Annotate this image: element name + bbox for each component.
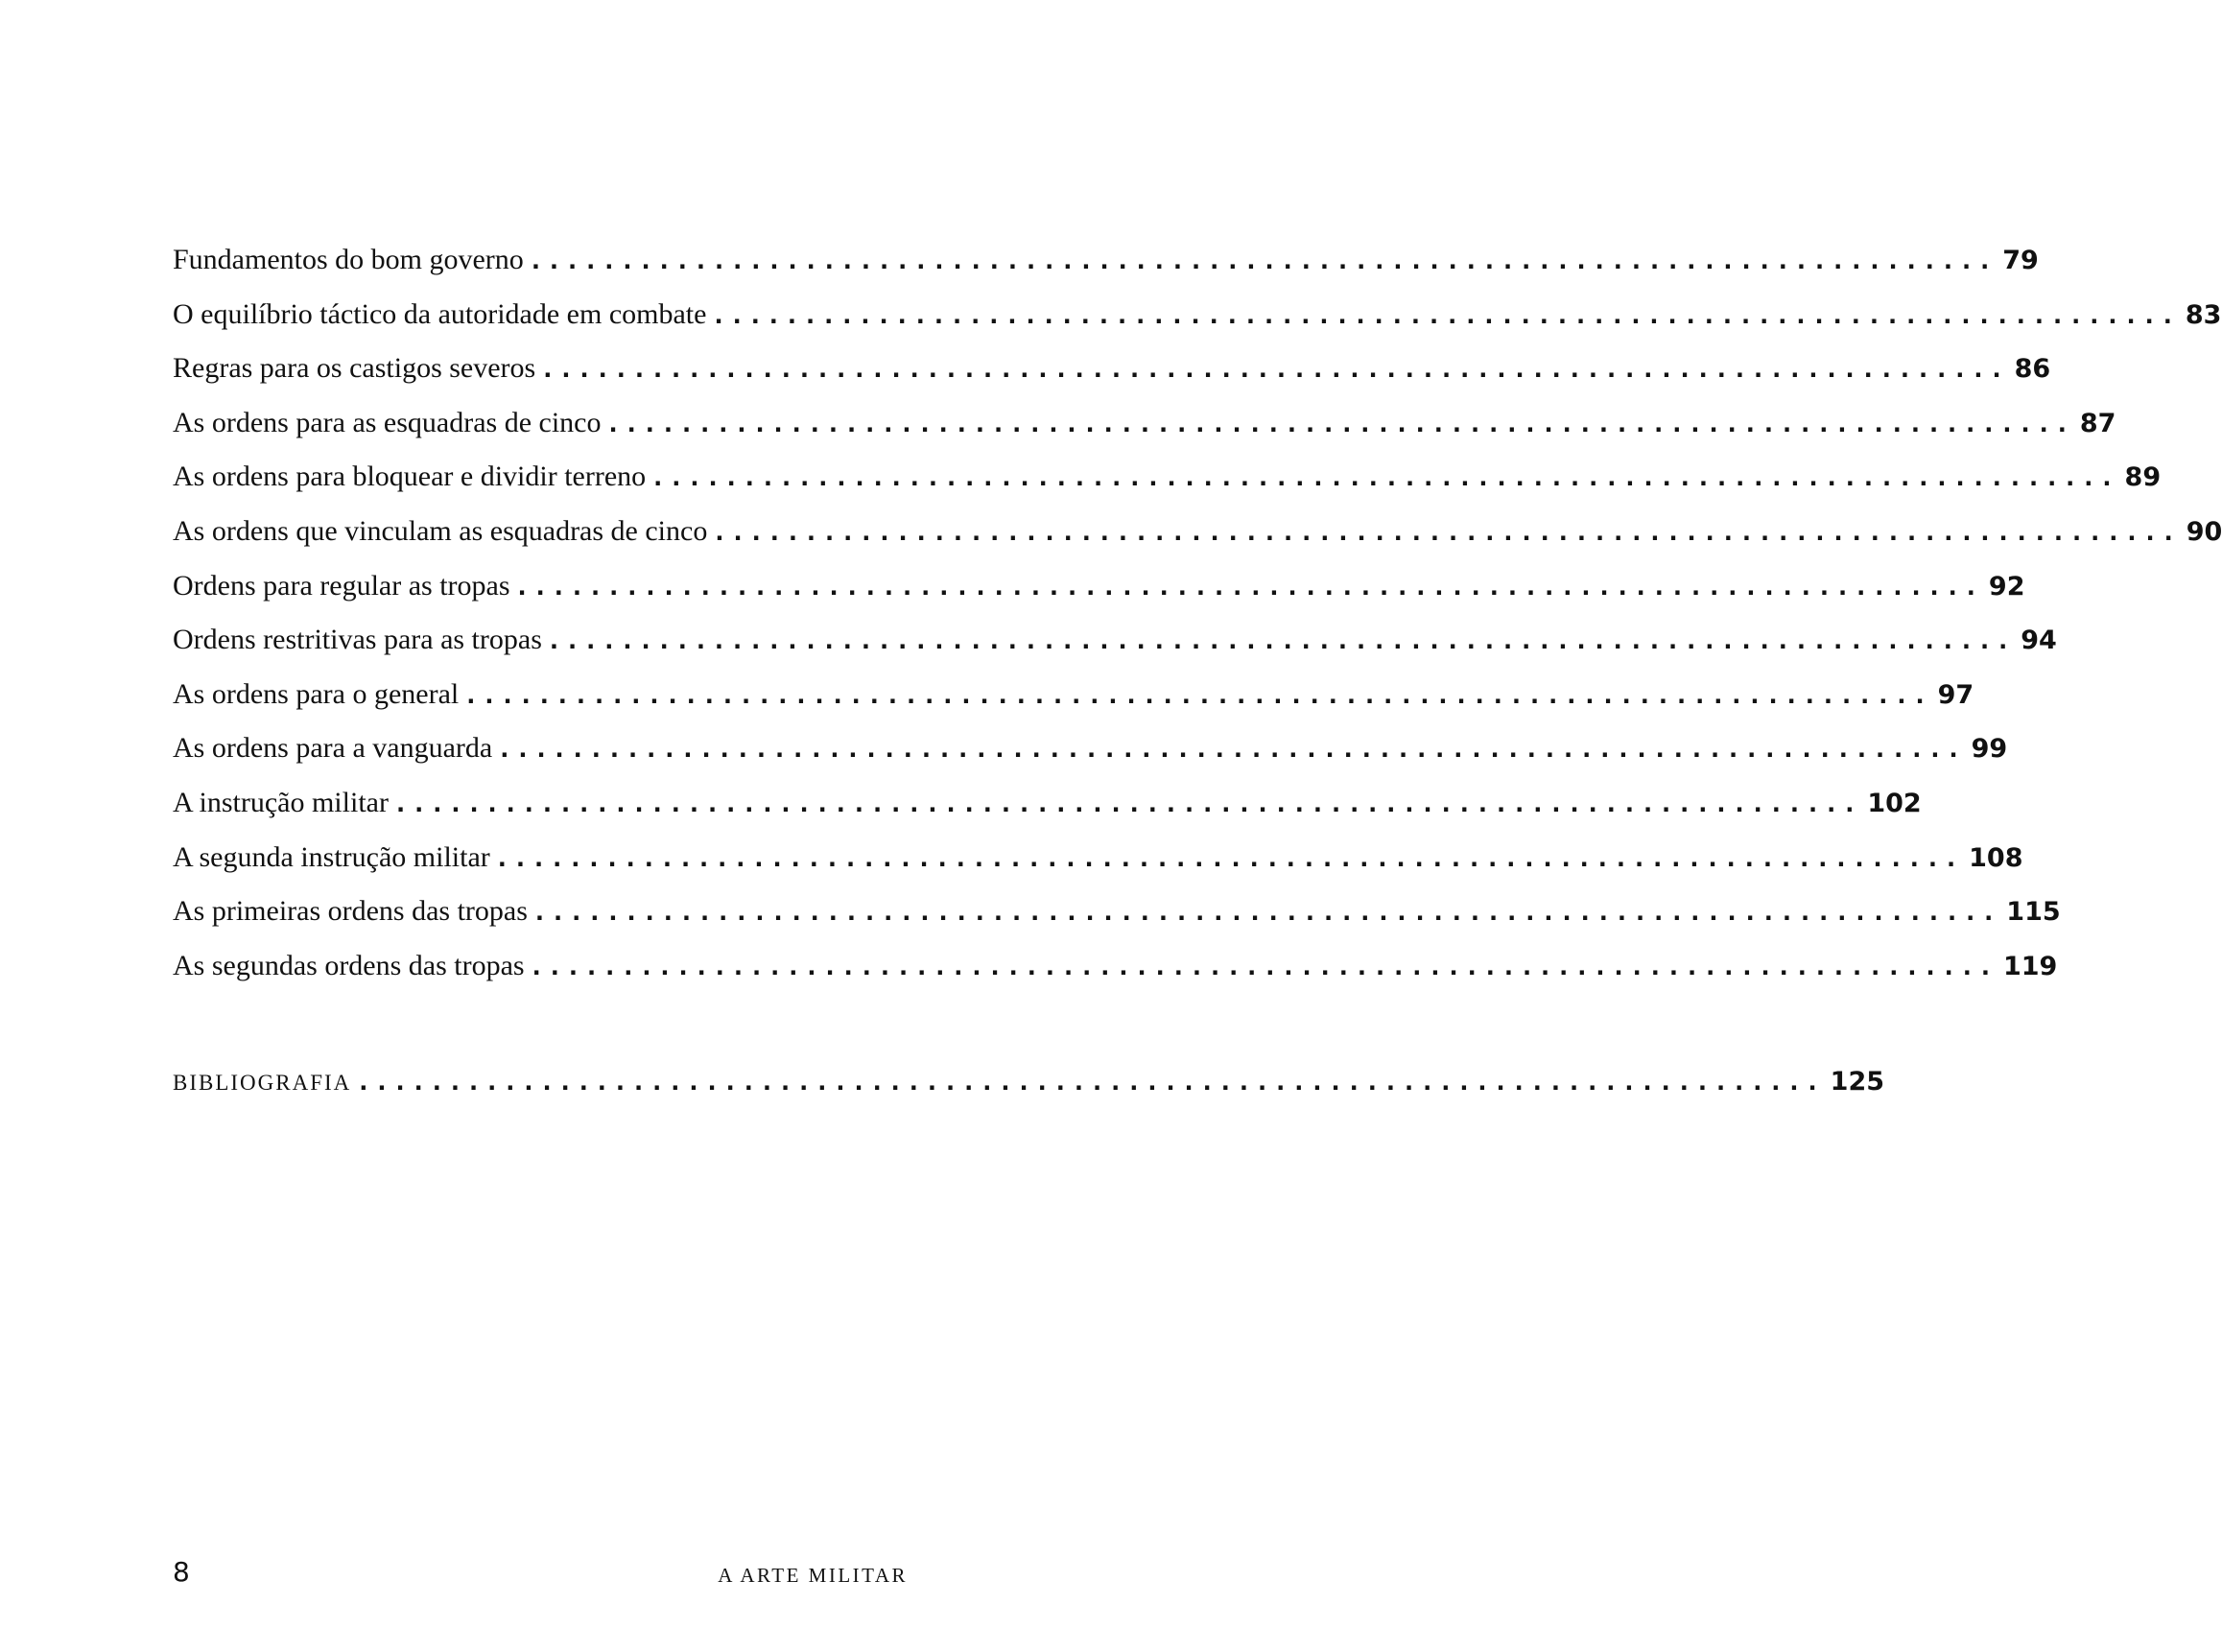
toc-entry-page: 119 xyxy=(2002,951,2058,981)
toc-entry-page: 89 xyxy=(2124,462,2162,493)
toc-leader-dots: ................................................................................ xyxy=(608,410,2076,437)
toc-entry-page: 94 xyxy=(2021,625,2057,656)
toc-entry xyxy=(173,677,1974,733)
toc-entry xyxy=(173,624,2057,678)
toc-leader-dots: ................................................................................ xyxy=(517,573,1985,601)
toc-entry xyxy=(173,732,2008,787)
toc-leader-dots: ................................................................................ xyxy=(531,248,1999,274)
toc-leader-dots: ................................................................................ xyxy=(714,301,2182,329)
bibliography-entry xyxy=(173,1067,1885,1121)
toc-entry xyxy=(173,786,1922,841)
toc-leader-dots: ................................................................................ xyxy=(532,953,1999,980)
toc-entry-page: 108 xyxy=(1969,842,2023,873)
bibliography-page: 125 xyxy=(1830,1067,1885,1097)
toc-leader-dots: ................................................................................ xyxy=(653,464,2121,492)
page-number: 8 xyxy=(173,1556,190,1588)
toc-entry xyxy=(173,840,2023,896)
toc-entry-page: 92 xyxy=(1988,571,2025,602)
toc-entry-title: As primeiras ordens das tropas xyxy=(173,895,528,928)
toc-entry xyxy=(173,895,2061,950)
toc-entry-title: As ordens para o general xyxy=(173,677,460,710)
toc-entry-bibliography xyxy=(173,1067,1885,1121)
toc-entry-page: 83 xyxy=(2185,299,2222,330)
toc-entry-title: Ordens restritivas para as tropas xyxy=(173,624,542,656)
toc-entry xyxy=(173,406,2116,461)
toc-leader-dots: ................................................................................ xyxy=(500,736,1968,764)
toc-leader-dots: ................................................................................ xyxy=(359,1069,1827,1096)
toc-entry-title: As ordens para as esquadras de cinco xyxy=(173,406,602,438)
toc-entry-title: As segundas ordens das tropas xyxy=(173,949,525,981)
toc-entry-page: 79 xyxy=(2002,246,2039,275)
toc-entry xyxy=(173,297,2222,353)
toc-leader-dots: ................................................................................ xyxy=(549,627,2018,655)
toc-entry-title: Regras para os castigos severos xyxy=(173,352,536,385)
toc-entry xyxy=(173,460,2162,515)
toc-entry xyxy=(173,244,2039,298)
toc-entry-page: 87 xyxy=(2079,408,2116,438)
toc-entry-title: Fundamentos do bom governo xyxy=(173,244,524,275)
toc-entry-title: Ordens para regular as tropas xyxy=(173,569,510,602)
toc-leader-dots: ................................................................................ xyxy=(534,899,2003,927)
toc-entry-title: A instrução militar xyxy=(173,786,389,818)
toc-entry-page: 115 xyxy=(2006,897,2061,928)
toc-entry-title: A segunda instrução militar xyxy=(173,840,490,873)
toc-entry-page: 97 xyxy=(1937,679,1974,710)
toc-leader-dots: ................................................................................ xyxy=(543,356,2011,384)
toc-entry-title: As ordens para bloquear e dividir terreno xyxy=(173,460,647,493)
toc-entry xyxy=(173,569,2025,625)
toc-entry-title: O equilíbrio táctico da autoridade em combate xyxy=(173,297,707,330)
toc-entry-page: 86 xyxy=(2014,354,2051,385)
toc-leader-dots: ................................................................................ xyxy=(395,790,1864,817)
toc-entry-page: 90 xyxy=(2186,516,2222,547)
toc-leader-dots: ................................................................................ xyxy=(497,844,1966,872)
toc-entry-title: As ordens que vinculam as esquadras de cinco xyxy=(173,514,708,547)
toc-entry-page: 99 xyxy=(1971,734,2008,765)
running-head: A ARTE MILITAR xyxy=(718,1564,908,1587)
toc-entry-title: As ordens para a vanguarda xyxy=(173,732,493,765)
toc-leader-dots: ................................................................................ xyxy=(466,681,1934,709)
toc-entry xyxy=(173,949,2058,1004)
toc-leader-dots: ................................................................................ xyxy=(715,518,2183,546)
table-of-contents xyxy=(173,244,2222,1003)
bibliography-title: BIBLIOGRAFIA xyxy=(173,1071,352,1095)
toc-entry xyxy=(173,352,2051,407)
toc-entry xyxy=(173,514,2222,570)
toc-entry-page: 102 xyxy=(1867,788,1922,818)
